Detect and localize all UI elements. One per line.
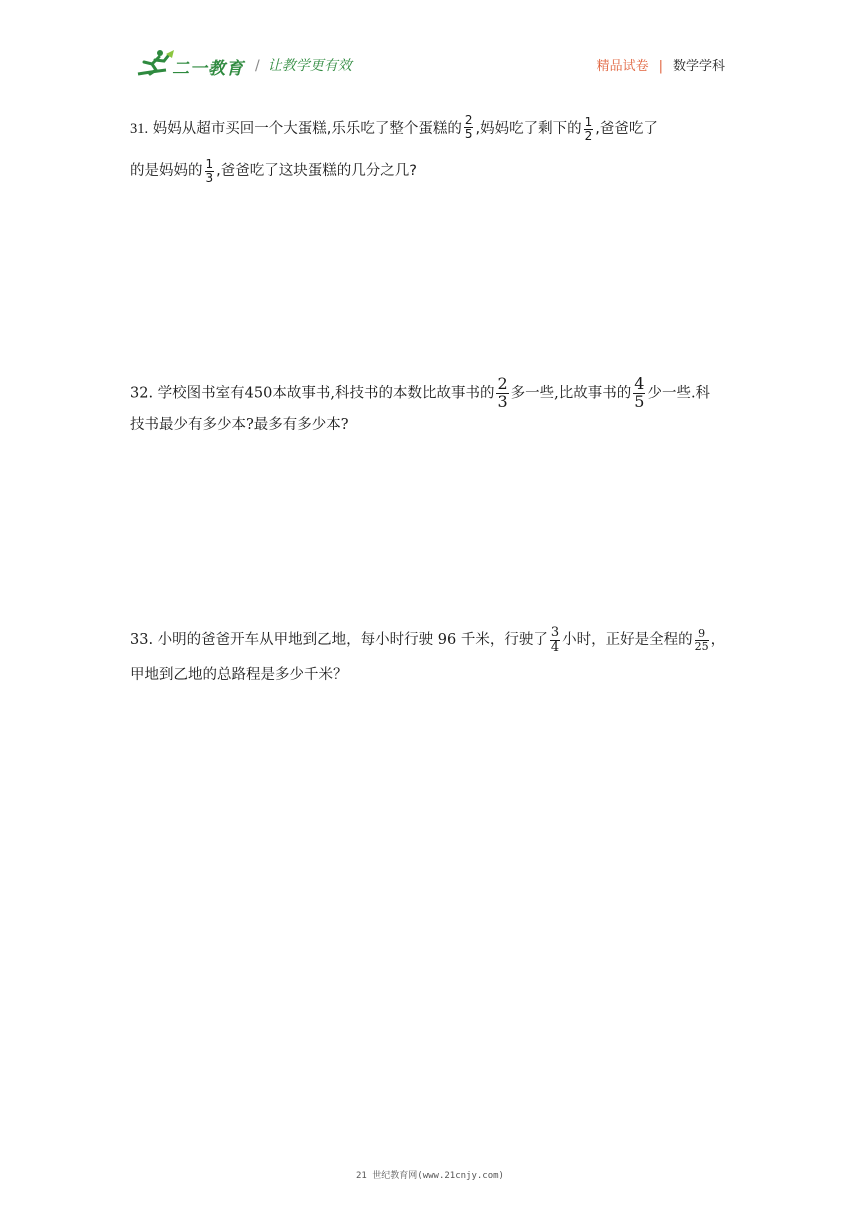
question-32-line-1 [130,376,710,411]
header-labels [597,55,725,74]
question-number: 32. [130,385,154,402]
slogan: / 让教学更有效 [255,58,352,74]
page-header [0,0,860,90]
question-33-line-2 [130,668,348,683]
question-text: ,妈妈吃了剩下的 [475,121,582,138]
runner-logo-icon [136,48,176,78]
logo-text: 二一教育 [172,59,244,79]
label-subject: 数学学科 [672,59,725,74]
question-text: 技书最少有多少本?最多有多少本? [130,417,349,433]
question-33-line-1 [130,626,725,654]
fraction: $\frac{1}{2}$ [584,115,593,143]
label-premium: 精品试卷 [596,59,649,74]
question-text: ,爸爸吃了这块蛋糕的几分之几? [216,163,417,180]
label-separator: | [658,59,663,74]
fraction: $\frac{9}{25}$ [694,627,709,653]
fraction: $\frac{4}{5}$ [634,374,645,411]
question-32-line-2 [130,418,349,433]
question-number: 33. [130,632,154,649]
question-number: 31. [130,121,149,138]
question-text: 学校图书室有450本故事书,科技书的本数比故事书的 [157,385,495,402]
question-text: 小时，正好是全程的 [562,632,693,649]
question-text: ,爸爸吃了 [595,121,658,138]
fraction: $\frac{1}{3}$ [205,157,214,185]
page-footer: 21 世纪教育网(www.21cnjy.com) [356,1171,504,1181]
logo [136,48,246,82]
question-31-line-1 [130,113,658,143]
question-text: 甲地到乙地的总路程是多少千米？ [130,667,348,683]
question-text: 小明的爸爸开车从甲地到乙地，每小时行驶 96 千米，行驶了 [157,632,548,649]
question-text: 多一些,比故事书的 [510,385,632,402]
question-text: 少一些.科 [647,385,711,402]
question-31-line-2 [130,158,417,184]
fraction: $\frac{2}{5}$ [464,113,473,141]
question-text: 妈妈从超市买回一个大蛋糕,乐乐吃了整个蛋糕的 [152,121,462,138]
slogan-text: 让教学更有效 [267,58,352,74]
fraction: $\frac{2}{3}$ [497,374,508,411]
question-text: ， [710,632,726,649]
fraction: $\frac{3}{4}$ [550,625,560,655]
question-text: 的是妈妈的 [130,163,203,180]
